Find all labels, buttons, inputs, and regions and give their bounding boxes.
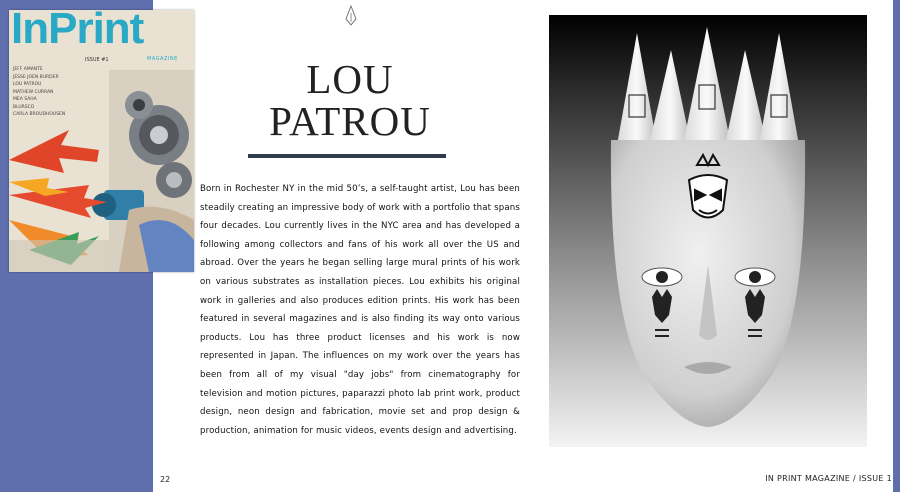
article-title — [155, 58, 545, 142]
cover-contributor-name: JESSE JOEN BURDER — [13, 74, 59, 80]
article-title-line-2: PATROU — [269, 98, 431, 144]
right-border — [893, 0, 900, 492]
article-title-line-1: LOU — [306, 56, 394, 102]
cover-contributor-name: CARLA BROUDHOUSEN — [13, 112, 66, 117]
cover-contributor-name: MATHEW CURRAN — [13, 89, 54, 95]
cover-contributor-name: MEA SAHA — [13, 97, 37, 102]
cover-contributor-name: BLURSCO — [13, 104, 35, 110]
title-divider — [248, 154, 446, 158]
cover-contributor-list — [13, 66, 65, 119]
mask-artwork-image — [549, 15, 867, 447]
footer-magazine-issue: IN PRINT MAGAZINE / ISSUE 1 — [765, 474, 892, 483]
cover-subtitle: MAGAZINE — [147, 56, 178, 62]
cover-contributor-name: JEFF AMANTE — [13, 67, 43, 72]
page-number: 22 — [160, 475, 171, 484]
article-body: Born in Rochester NY in the mid 50’s, a self-taught artist, Lou has been steadily creating an impressive body of work with a portfolio that spans four decades. Lou currently lives in the NYC area and has developed a following among collectors and fans of his work all over the US and abroad. Over the years he began selling large mural prints of his work on various substrates as installation pieces. Lou exhibits his original work in galleries and also produces edition prints. His work has been featured in several magazines and is also finding its way onto various products. Lou has three product licenses and his work is now represented in Japan. The influences on my work over the years has been from all of my visual "day jobs" from cinematography for television and motion pictures, paparazzi photo lab print work, product design, neon design and fabrication, movie set and prop design & production, animation for music videos, events design and advertising. — [200, 184, 520, 436]
cover-title: InPrint — [11, 10, 144, 53]
cover-contributor-name: LOU PATROU — [13, 82, 42, 87]
cover-issue-label: ISSUE #1 — [85, 57, 109, 63]
pen-nib-icon — [344, 5, 358, 27]
